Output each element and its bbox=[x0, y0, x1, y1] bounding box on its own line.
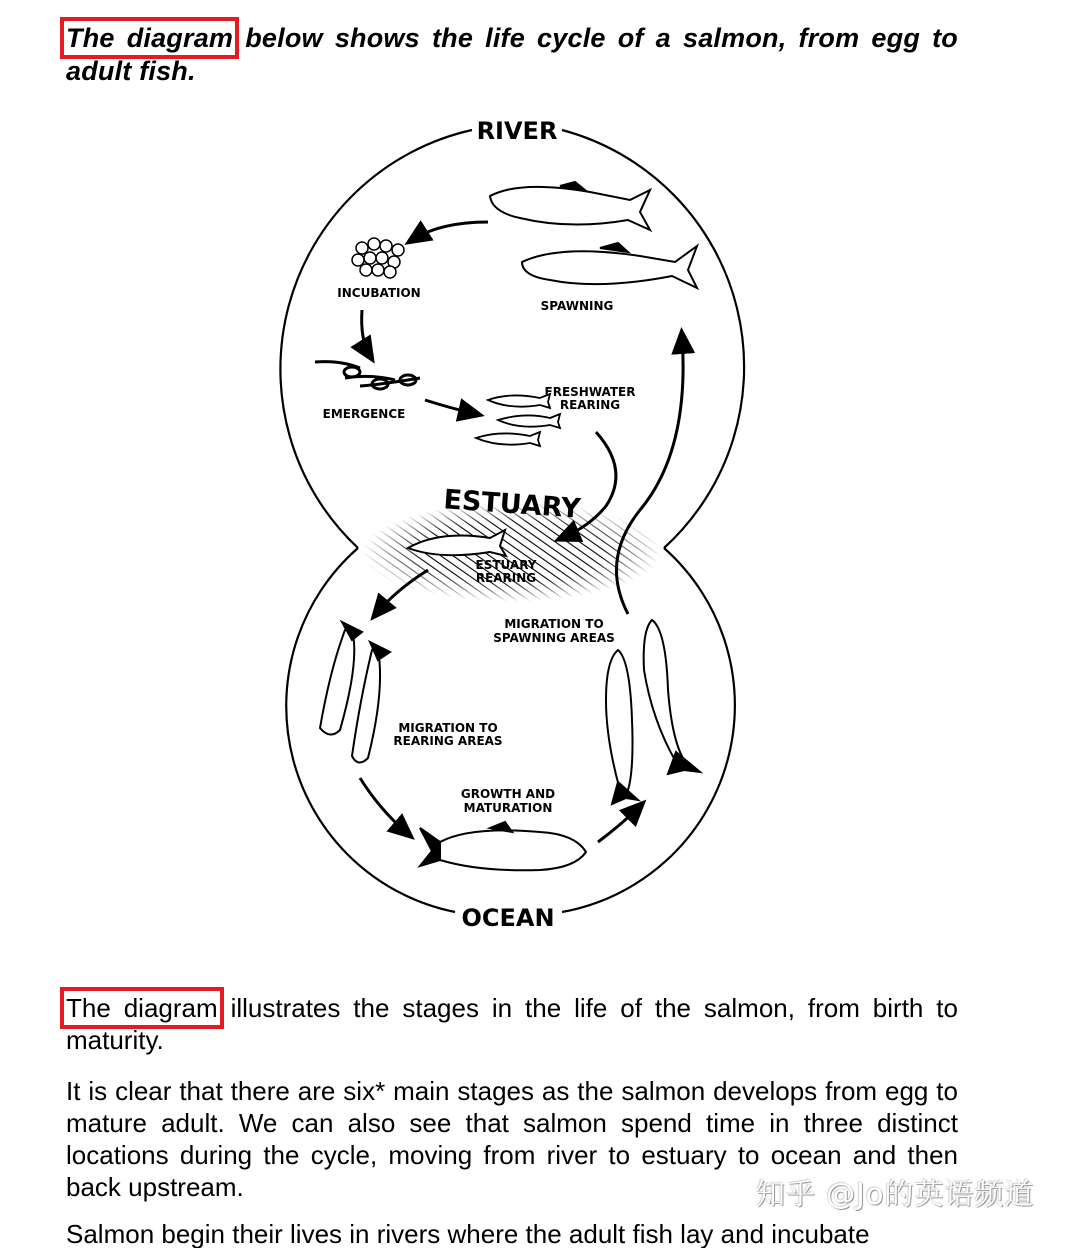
stage-estuary-rearing-line1: ESTUARY bbox=[475, 558, 537, 572]
ocean-fish-icon bbox=[420, 822, 586, 870]
stage-spawning: SPAWNING bbox=[540, 299, 614, 313]
stage-migration-rearing-line1: MIGRATION TO bbox=[398, 721, 498, 735]
stage-migration-rearing-line2: REARING AREAS bbox=[393, 734, 503, 748]
stage-freshwater-rearing-line1: FRESHWATER bbox=[544, 385, 636, 399]
stage-emergence: EMERGENCE bbox=[322, 407, 406, 421]
zone-label-estuary: ESTUARY bbox=[442, 484, 582, 525]
eggs-icon bbox=[352, 238, 404, 278]
stage-freshwater-rearing-line2: REARING bbox=[559, 398, 621, 412]
stage-growth-line1: GROWTH AND bbox=[460, 787, 556, 801]
adult-fish-vertical-icon bbox=[606, 620, 700, 804]
salmon-life-cycle-diagram bbox=[0, 100, 1080, 950]
stage-estuary-rearing-line2: REARING bbox=[475, 571, 537, 585]
fry-fish-icon bbox=[476, 394, 560, 446]
stage-growth-line2: MATURATION bbox=[463, 801, 553, 815]
watermark: 知乎 @Jo的英语频道 bbox=[756, 1177, 1035, 1211]
stage-migration-spawning-line1: MIGRATION TO bbox=[504, 617, 604, 631]
alevins-icon bbox=[315, 362, 420, 389]
stage-incubation: INCUBATION bbox=[337, 286, 421, 300]
highlighted-phrase-2: The diagram bbox=[66, 993, 218, 1023]
juvenile-fish-icon bbox=[320, 622, 390, 763]
paragraph-overview: It is clear that there are six* main stages as the salmon develops from egg to mature adult. We can also see that salmon spend time in three distinct locations during the cycle, moving from river to estuary to ocean and then back upstream. bbox=[66, 1076, 958, 1202]
zone-label-river: RIVER bbox=[476, 117, 558, 145]
paragraph-intro bbox=[66, 992, 958, 1056]
paragraph-details: Salmon begin their lives in rivers where the adult fish lay and incubate bbox=[66, 1219, 870, 1248]
prompt-text: below shows the life cycle of a salmon, from egg to adult fish. bbox=[66, 23, 958, 86]
spawning-fish-icon bbox=[490, 182, 697, 288]
zone-label-ocean: OCEAN bbox=[461, 904, 555, 932]
stage-migration-spawning-line2: SPAWNING AREAS bbox=[493, 631, 615, 645]
task-prompt bbox=[66, 22, 958, 88]
paragraph-intro-text: illustrates the stages in the life of the salmon, from birth to maturity. bbox=[66, 993, 958, 1055]
highlighted-phrase: The diagram bbox=[66, 23, 234, 53]
